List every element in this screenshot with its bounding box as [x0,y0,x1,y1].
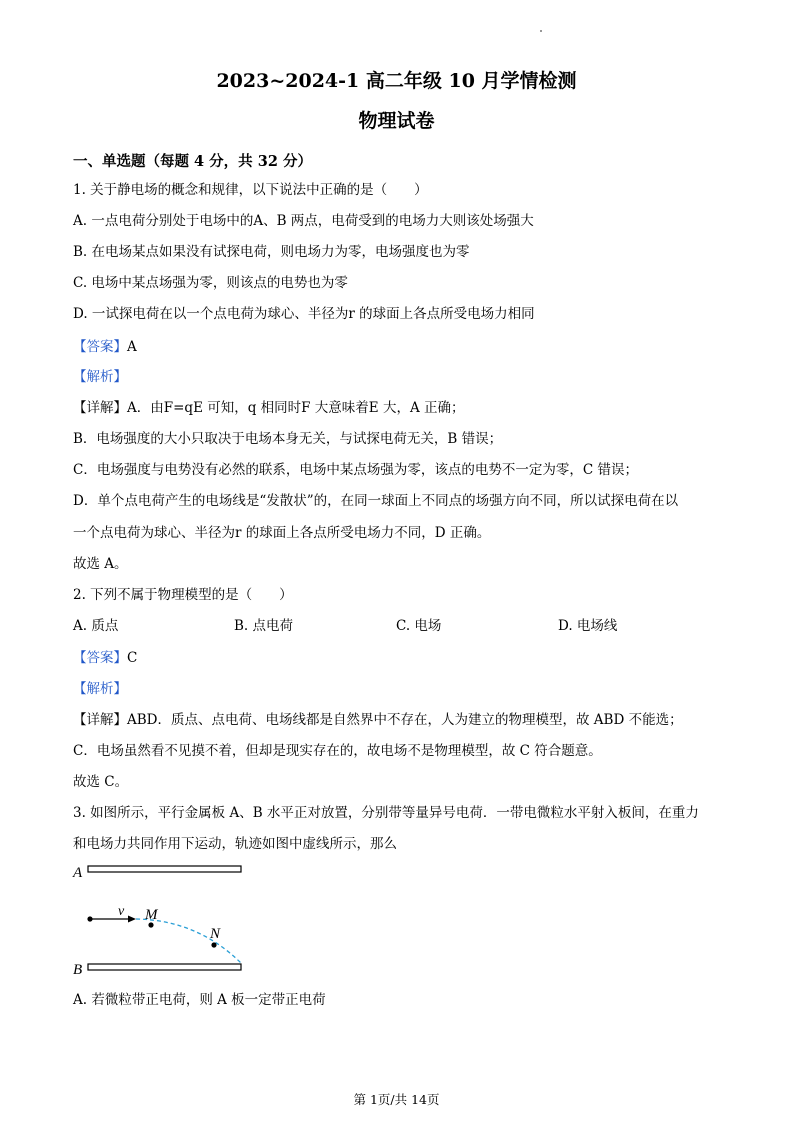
q2-detail-1 [73,710,683,730]
q2-option-c: C. 电场 [396,618,442,634]
page-subtitle: 物理试卷 [358,110,435,132]
detail-text: A．由F=qE 可知，q 相同时F 大意味着E 大，A 正确； [127,400,465,416]
q2-answer [73,648,137,668]
q2-option-a: A. 质点 [73,618,119,634]
q1-option-d: D. 一试探电荷在以一个点电荷为球心、半径为r 的球面上各点所受电场力相同 [73,306,535,322]
q2-stem: 2. 下列不属于物理模型的是（ ） [73,587,293,603]
q1-stem: 1. 关于静电场的概念和规律，以下说法中正确的是（ ） [73,182,428,198]
plate-a-label: A [73,865,83,881]
page-footer: 第 1页/共 14页 [353,1092,440,1107]
q2-option-b: B. 点电荷 [234,618,294,634]
detail-text: ABD．质点、点电荷、电场线都是自然界中不存在，人为建立的物理模型，故 ABD 不能选； [127,712,683,728]
q2-option-d: D. 电场线 [558,618,618,634]
q3-stem-1: 3. 如图所示，平行金属板 A、B 水平正对放置，分别带等量异号电荷．一带电微粒水平射入板间，在重力 [73,805,699,821]
q1-answer [73,337,137,357]
page-title: 2023~2024-1 高二年级 10 月学情检测 [216,70,577,92]
q1-option-b: B. 在电场某点如果没有试探电荷，则电场力为零，电场强度也为零 [73,244,470,260]
q1-conclusion: 故选 A。 [73,556,128,572]
velocity-label: v [118,904,125,919]
answer-tag: 【答案】 [73,339,127,355]
capacitor-figure [68,858,253,983]
q1-option-a: A. 一点电荷分别处于电场中的A、B 两点，电荷受到的电场力大则该处场强大 [73,213,534,229]
answer-value: C [127,650,138,666]
q1-detail-4: D．单个点电荷产生的电场线是“发散状”的，在同一球面上不同点的场强方向不同，所以试探电荷在以 [73,493,679,509]
answer-value: A [127,339,137,355]
q1-detail-3: C．电场强度与电势没有必然的联系，电场中某点场强为零，该点的电势不一定为零，C 错误； [73,462,638,478]
q2-detail-2: C．电场虽然看不见摸不着，但却是现实存在的，故电场不是物理模型，故 C 符合题意。 [73,743,602,759]
q3-option-a: A. 若微粒带正电荷，则 A 板一定带正电荷 [73,992,326,1008]
q1-detail-5: 一个点电荷为球心、半径为r 的球面上各点所受电场力不同，D 正确。 [73,525,491,541]
q2-analysis-tag: 【解析】 [73,681,127,697]
velocity-arrowhead [128,916,136,923]
answer-tag: 【答案】 [73,650,127,666]
scan-mark [540,30,542,32]
q3-stem-2: 和电场力共同作用下运动，轨迹如图中虚线所示，那么 [73,836,397,852]
q2-conclusion: 故选 C。 [73,774,129,790]
q1-detail-1 [73,398,465,418]
point-m-label: M [145,907,158,923]
plate-b-label: B [73,962,83,978]
plate-b [88,964,241,970]
detail-tag: 【详解】 [73,400,127,416]
section-heading: 一、单选题（每题 4 分，共 32 分） [73,153,312,170]
point-m [148,922,153,927]
plate-a [88,866,241,872]
point-n [211,942,216,947]
point-n-label: N [210,926,221,942]
detail-tag: 【详解】 [73,712,127,728]
q1-analysis-tag: 【解析】 [73,369,127,385]
q1-detail-2: B．电场强度的大小只取决于电场本身无关，与试探电荷无关，B 错误； [73,431,503,447]
q1-option-c: C. 电场中某点场强为零，则该点的电势也为零 [73,275,348,291]
